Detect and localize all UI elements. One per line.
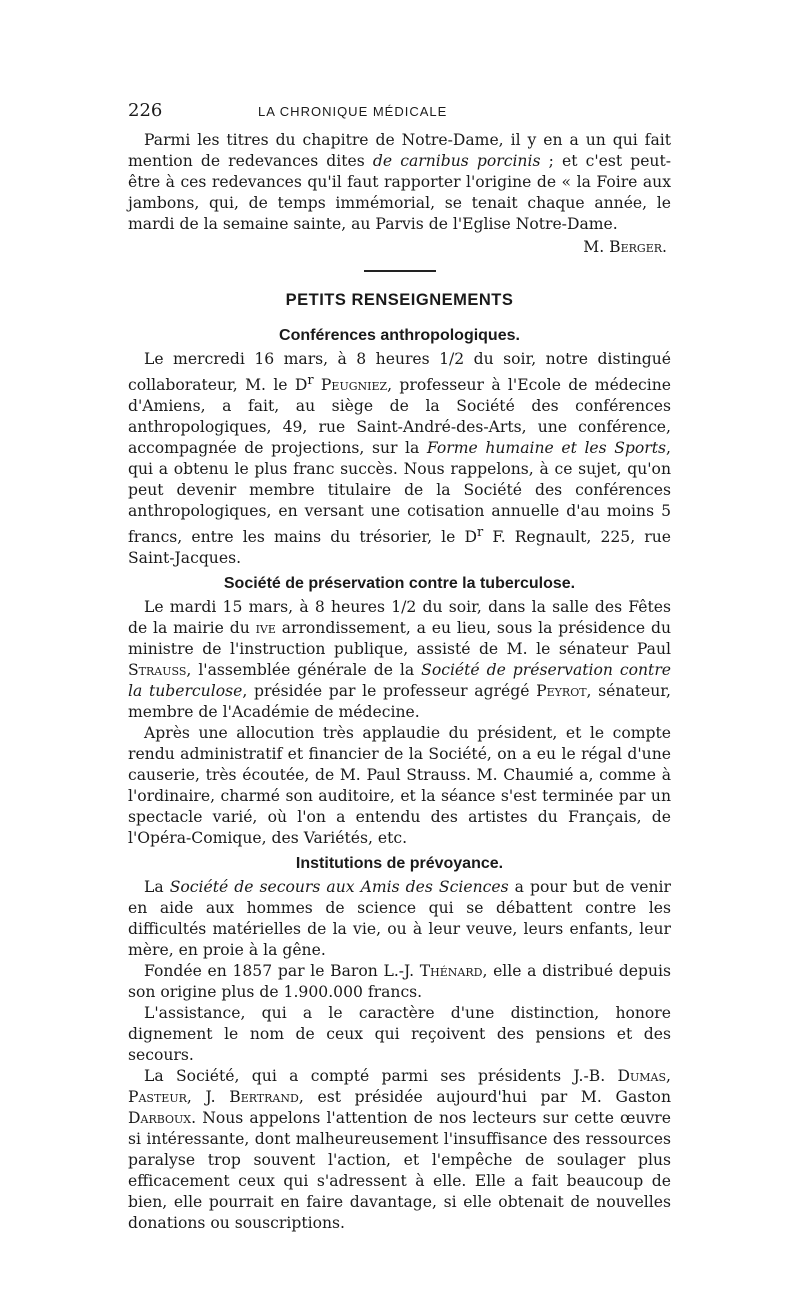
running-title: LA CHRONIQUE MÉDICALE — [258, 104, 448, 119]
page-number: 226 — [128, 100, 163, 121]
paragraph-prevoyance-4: La Société, qui a compté parmi ses présidents J.-B. Dumas, Pasteur, J. Bertrand, est présidée aujourd'hui par M. Gaston Darboux. Nous appelons l'attention de nos lecteurs sur cette œuvre si intéressante, dont malheureusement l'insuffisance des ressources paralyse trop souvent l'action, et l'empêche de soulager plus efficacement ceux qui s'adressent à elle. Elle a fait beaucoup de bien, elle pourrait en faire davantage, si elle obtenait de nouvelles donations ou souscriptions. — [128, 1067, 671, 1233]
paragraph-prevoyance-3: L'assistance, qui a le caractère d'une distinction, honore dignement le nom de ceux qui reçoivent des pensions et des secours. — [128, 1004, 671, 1065]
paragraph-tuberculose-1: Le mardi 15 mars, à 8 heures 1/2 du soir, dans la salle des Fêtes de la mairie du ive arrondissement, a eu lieu, sous la présidence du ministre de l'instruction publique, assisté de M. le sénateur Paul Strauss, l'assemblée générale de la Société de préservation contre la tuberculose, présidée par le professeur agrégé Peyrot, sénateur, membre de l'Académie de médecine. — [128, 598, 672, 722]
paragraph-conferences: Le mercredi 16 mars, à 8 heures 1/2 du soir, notre distingué collaborateur, M. le $D^r$ Peugniez, professeur à l'Ecole de médecine d'Amiens, a fait, au siège de la Société des conférences anthropologiques, 49, rue Saint-André-des-Arts, une conférence, accompagnée de projections, sur la Forme humaine et les Sports, qui a obtenu le plus franc succès. Nous rappelons, à ce sujet, qu'on peut devenir membre titulaire de la Société des conférences anthropologiques, en versant une cotisation annuelle d'au moins 5 francs, entre les mains du trésorier, le $D^r$ F. Regnault, 225, rue Saint-Jacques. — [128, 350, 672, 568]
section-divider — [364, 270, 436, 272]
paragraph-tuberculose-2: Après une allocution très applaudie du président, et le compte rendu administratif et financier de la Société, on a eu le régal d'une causerie, très écoutée, de M. Paul Strauss. M. Chaumié a, comme à l'ordinaire, charmé son auditoire, et la séance s'est terminée par un spectacle varié, où l'on a entendu des artistes du Français, de l'Opéra-Comique, des Variétés, etc. — [128, 724, 671, 848]
section-title: PETITS RENSEIGNEMENTS — [285, 291, 514, 309]
intro-paragraph: Parmi les titres du chapitre de Notre-Dame, il y en a un qui fait mention de redevances dites de carnibus porcinis ; et c'est peut-être à ces redevances qu'il faut rapporter l'origine de « la Foire aux jambons, qui, de temps immémorial, se tenait chaque année, le mardi de la semaine sainte, au Parvis de l'Eglise Notre-Dame. — [128, 131, 672, 233]
paragraph-prevoyance-1: La Société de secours aux Amis des Sciences a pour but de venir en aide aux hommes de science qui se débattent contre les difficultés matérielles de la vie, ou à leur veuve, leurs enfants, leur mère, en proie à la gêne. — [128, 878, 671, 960]
paragraph-prevoyance-2: Fondée en 1857 par le Baron L.-J. Thénard, elle a distribué depuis son origine plus de 1.900.000 francs. — [128, 962, 672, 1002]
author-signature: M. Berger. — [583, 238, 667, 256]
page-header — [128, 100, 671, 122]
page — [128, 100, 671, 1234]
heading-prevoyance: Institutions de prévoyance. — [295, 855, 504, 873]
heading-tuberculose: Société de préservation contre la tuberculose. — [223, 575, 576, 593]
heading-conferences: Conférences anthropologiques. — [279, 327, 520, 344]
